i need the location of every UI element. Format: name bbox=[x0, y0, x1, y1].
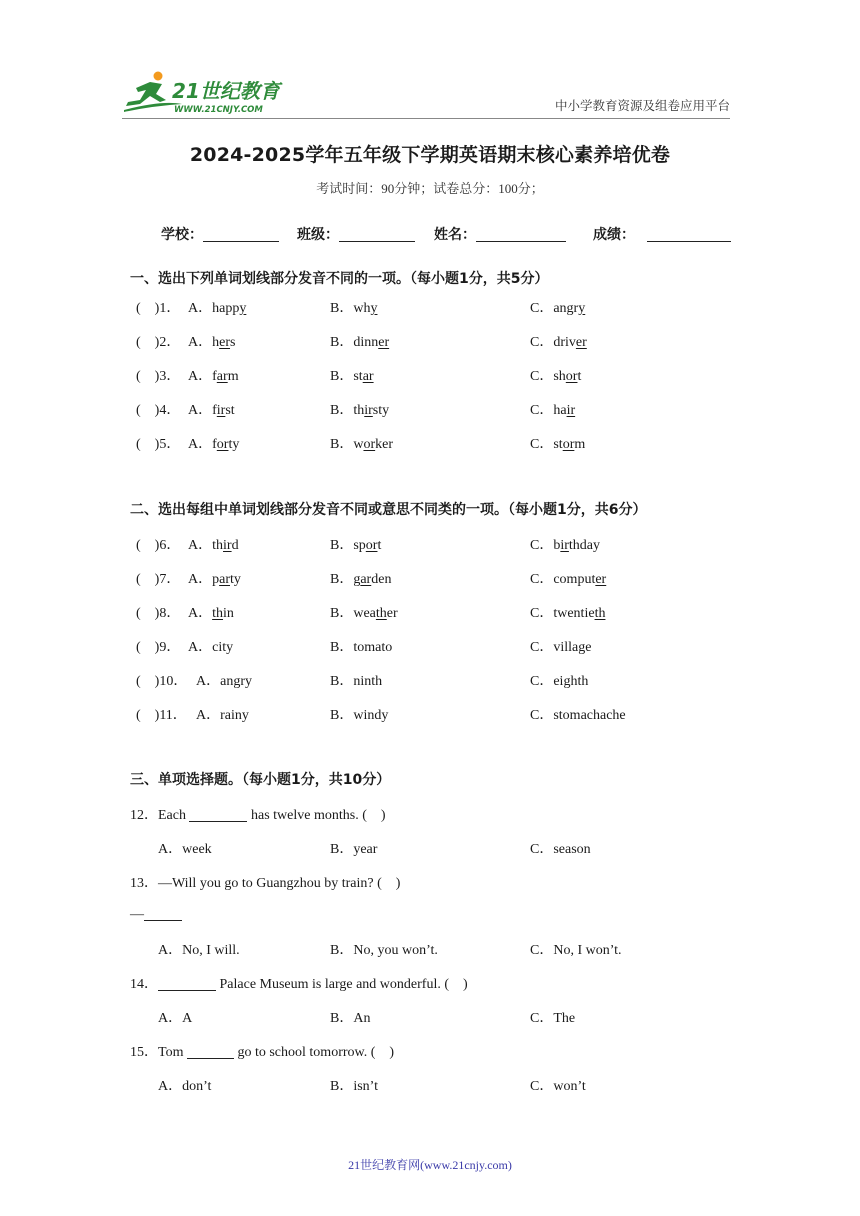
q13-option-a[interactable] bbox=[158, 939, 240, 959]
option-label: A． bbox=[188, 606, 213, 621]
option-word: weather bbox=[353, 606, 398, 621]
option-label: C． bbox=[530, 708, 554, 723]
option-label: C． bbox=[530, 943, 554, 958]
option-a[interactable] bbox=[188, 365, 239, 385]
option-c[interactable] bbox=[530, 670, 588, 690]
answer-bracket[interactable]: ( )2． bbox=[136, 335, 181, 350]
underlined-part: or bbox=[365, 538, 378, 553]
exam-subtitle: 考试时间：90分钟；试卷总分：100分； bbox=[316, 181, 544, 196]
option-label: C． bbox=[530, 1011, 554, 1026]
option-c[interactable] bbox=[530, 602, 605, 622]
option-c[interactable] bbox=[530, 636, 591, 656]
underlined-part: ar bbox=[216, 369, 228, 384]
brand-url: WWW.21CNJY.COM bbox=[174, 105, 263, 115]
footer-source: 21世纪教育网(www.21cnjy.com) bbox=[348, 1158, 512, 1172]
option-word: birthday bbox=[553, 538, 601, 553]
underlined-part: or bbox=[562, 437, 575, 452]
option-c[interactable] bbox=[530, 433, 585, 453]
option-label: B． bbox=[330, 538, 354, 553]
option-a[interactable] bbox=[188, 399, 235, 419]
underlined-part: ir bbox=[566, 403, 576, 418]
option-text: won’t bbox=[553, 1079, 586, 1094]
underlined-part: ar bbox=[219, 572, 231, 587]
option-a[interactable] bbox=[188, 568, 241, 588]
underlined-part: y bbox=[239, 301, 247, 316]
site-logo bbox=[122, 70, 297, 116]
score-blank[interactable] bbox=[647, 227, 731, 242]
q15-number: 15． bbox=[130, 1045, 158, 1060]
option-word: forty bbox=[212, 437, 240, 452]
option-label: A． bbox=[188, 301, 213, 316]
answer-bracket[interactable]: ( )1． bbox=[136, 301, 181, 316]
underlined-part: ir bbox=[216, 403, 226, 418]
q14-option-a[interactable] bbox=[158, 1007, 192, 1027]
option-label: C． bbox=[530, 842, 554, 857]
option-text: season bbox=[553, 842, 591, 857]
option-word: happy bbox=[212, 301, 247, 316]
option-word: tomato bbox=[353, 640, 393, 655]
underlined-part: ir bbox=[364, 403, 373, 418]
question-13 bbox=[130, 872, 400, 892]
option-word: sport bbox=[353, 538, 382, 553]
option-label: A． bbox=[188, 538, 213, 553]
option-label: B． bbox=[330, 1079, 354, 1094]
option-label: C． bbox=[530, 437, 554, 452]
option-b[interactable] bbox=[330, 433, 393, 453]
option-word: computer bbox=[553, 572, 607, 587]
option-text: An bbox=[353, 1011, 371, 1026]
option-word: first bbox=[212, 403, 235, 418]
option-label: A． bbox=[188, 437, 213, 452]
q13-number: 13． bbox=[130, 876, 158, 891]
option-label: C． bbox=[530, 335, 554, 350]
option-b[interactable] bbox=[330, 534, 381, 554]
option-label: A． bbox=[158, 842, 183, 857]
option-a[interactable] bbox=[188, 433, 239, 453]
q12-option-a[interactable] bbox=[158, 838, 212, 858]
q14-option-c[interactable] bbox=[530, 1007, 575, 1027]
underlined-part: er bbox=[595, 572, 607, 587]
option-word: rainy bbox=[220, 708, 249, 723]
option-label: C． bbox=[530, 369, 554, 384]
option-label: C． bbox=[530, 1079, 554, 1094]
option-label: B． bbox=[330, 674, 354, 689]
underlined-part: or bbox=[363, 437, 376, 452]
option-label: C． bbox=[530, 640, 554, 655]
option-word: thin bbox=[212, 606, 234, 621]
option-word: eighth bbox=[553, 674, 589, 689]
question-14 bbox=[130, 973, 468, 993]
q13-reply bbox=[130, 906, 182, 923]
option-label: B． bbox=[330, 606, 354, 621]
q12-option-c[interactable] bbox=[530, 838, 591, 858]
underlined-part: th bbox=[212, 606, 224, 621]
option-label: B． bbox=[330, 335, 354, 350]
section3-heading: 三、单项选择题。（每小题1分，共10分） bbox=[130, 772, 391, 788]
option-word: windy bbox=[353, 708, 389, 723]
underlined-part: y bbox=[578, 301, 586, 316]
answer-bracket[interactable]: ( )9． bbox=[136, 640, 181, 655]
underlined-part: y bbox=[370, 301, 378, 316]
option-word: stomachache bbox=[553, 708, 626, 723]
option-text: No, I won’t. bbox=[553, 943, 622, 958]
underlined-part: er bbox=[219, 335, 231, 350]
option-label: A． bbox=[158, 943, 183, 958]
score-field bbox=[593, 224, 731, 244]
option-b[interactable] bbox=[330, 670, 382, 690]
q13-blank[interactable] bbox=[144, 906, 182, 921]
option-text: year bbox=[353, 842, 378, 857]
option-c[interactable] bbox=[530, 365, 581, 385]
option-c[interactable] bbox=[530, 399, 575, 419]
option-label: C． bbox=[530, 301, 554, 316]
option-c[interactable] bbox=[530, 568, 606, 588]
q15-pre: Tom bbox=[158, 1045, 184, 1060]
option-word: twentieth bbox=[553, 606, 606, 621]
exam-title: 2024-2025学年五年级下学期英语期末核心素养培优卷 bbox=[189, 144, 671, 166]
option-word: why bbox=[353, 301, 378, 316]
underlined-part: th bbox=[594, 606, 606, 621]
option-b[interactable] bbox=[330, 399, 389, 419]
option-b[interactable] bbox=[330, 365, 374, 385]
class-blank[interactable] bbox=[339, 227, 415, 242]
question-15 bbox=[130, 1041, 394, 1061]
option-word: ninth bbox=[353, 674, 383, 689]
underlined-part: er bbox=[575, 335, 587, 350]
q15-option-b[interactable] bbox=[330, 1075, 378, 1095]
brand-name: 21世纪教育 bbox=[172, 79, 280, 103]
school-field bbox=[161, 224, 279, 244]
option-label: B． bbox=[330, 943, 354, 958]
option-word: worker bbox=[353, 437, 394, 452]
option-label: B． bbox=[330, 1011, 354, 1026]
score-label: 成绩： bbox=[593, 227, 635, 243]
option-text: The bbox=[553, 1011, 576, 1026]
option-b[interactable] bbox=[330, 568, 391, 588]
q14-number: 14． bbox=[130, 977, 158, 992]
option-b[interactable] bbox=[330, 704, 388, 724]
q12-number: 12． bbox=[130, 808, 158, 823]
option-label: B． bbox=[330, 437, 354, 452]
option-a[interactable] bbox=[188, 331, 235, 351]
underlined-part: ar bbox=[360, 572, 372, 587]
option-word: star bbox=[353, 369, 374, 384]
q15-post: go to school tomorrow. ( ) bbox=[237, 1045, 395, 1060]
q12-pre: Each bbox=[158, 808, 186, 823]
name-label: 姓名： bbox=[434, 227, 476, 243]
option-a[interactable] bbox=[188, 602, 234, 622]
underlined-part: er bbox=[378, 335, 390, 350]
option-word: party bbox=[212, 572, 241, 587]
answer-bracket[interactable]: ( )6． bbox=[136, 538, 181, 553]
option-label: B． bbox=[330, 369, 354, 384]
option-c[interactable] bbox=[530, 704, 626, 724]
option-text: isn’t bbox=[353, 1079, 378, 1094]
option-a[interactable] bbox=[196, 704, 249, 724]
option-word: village bbox=[553, 640, 592, 655]
option-label: C． bbox=[530, 606, 554, 621]
option-label: A． bbox=[158, 1011, 183, 1026]
option-word: garden bbox=[353, 572, 392, 587]
option-label: B． bbox=[330, 842, 354, 857]
option-word: third bbox=[212, 538, 239, 553]
name-field bbox=[434, 224, 566, 244]
q13-option-c[interactable] bbox=[530, 939, 622, 959]
option-label: B． bbox=[330, 708, 354, 723]
option-word: dinner bbox=[353, 335, 390, 350]
option-label: B． bbox=[330, 403, 354, 418]
option-text: No, you won’t. bbox=[353, 943, 438, 958]
option-b[interactable] bbox=[330, 636, 392, 656]
q12-option-b[interactable] bbox=[330, 838, 377, 858]
option-b[interactable] bbox=[330, 297, 377, 317]
option-word: hers bbox=[212, 335, 236, 350]
header-divider bbox=[122, 118, 730, 119]
option-label: C． bbox=[530, 538, 554, 553]
section2-heading: 二、选出每组中单词划线部分发音不同或意思不同类的一项。（每小题1分，共6分） bbox=[130, 502, 647, 518]
option-a[interactable] bbox=[188, 297, 246, 317]
q12-blank[interactable] bbox=[189, 807, 247, 822]
option-a[interactable] bbox=[196, 670, 252, 690]
option-text: week bbox=[182, 842, 212, 857]
option-word: farm bbox=[212, 369, 239, 384]
class-field bbox=[297, 224, 415, 244]
option-c[interactable] bbox=[530, 331, 587, 351]
option-label: C． bbox=[530, 674, 554, 689]
option-text: No, I will. bbox=[182, 943, 240, 958]
option-label: B． bbox=[330, 301, 354, 316]
q15-blank[interactable] bbox=[187, 1044, 234, 1059]
answer-bracket[interactable]: ( )7． bbox=[136, 572, 181, 587]
section1-heading: 一、选出下列单词划线部分发音不同的一项。（每小题1分，共5分） bbox=[130, 271, 549, 287]
answer-bracket[interactable]: ( )5． bbox=[136, 437, 181, 452]
option-label: A． bbox=[158, 1079, 183, 1094]
option-label: A． bbox=[188, 572, 213, 587]
answer-bracket[interactable]: ( )3． bbox=[136, 369, 181, 384]
option-c[interactable] bbox=[530, 534, 600, 554]
option-label: A． bbox=[188, 369, 213, 384]
answer-bracket[interactable]: ( )11． bbox=[136, 708, 187, 723]
option-text: A bbox=[182, 1011, 193, 1026]
answer-bracket[interactable]: ( )8． bbox=[136, 606, 181, 621]
underlined-part: or bbox=[565, 369, 578, 384]
option-word: hair bbox=[553, 403, 576, 418]
option-b[interactable] bbox=[330, 331, 389, 351]
option-label: A． bbox=[188, 335, 213, 350]
q12-post: has twelve months. ( ) bbox=[250, 808, 386, 823]
class-label: 班级： bbox=[297, 227, 339, 243]
option-a[interactable] bbox=[188, 636, 233, 656]
option-label: A． bbox=[188, 640, 213, 655]
q13-dash: — bbox=[130, 907, 144, 922]
q15-option-a[interactable] bbox=[158, 1075, 211, 1095]
header-platform-text: 中小学教育资源及组卷应用平台 bbox=[554, 99, 730, 113]
answer-bracket[interactable]: ( )4． bbox=[136, 403, 181, 418]
option-label: A． bbox=[196, 708, 221, 723]
option-word: angry bbox=[220, 674, 253, 689]
underlined-part: ar bbox=[362, 369, 374, 384]
option-word: thirsty bbox=[353, 403, 390, 418]
underlined-part: ir bbox=[560, 538, 569, 553]
q14-blank[interactable] bbox=[158, 976, 216, 991]
underlined-part: ir bbox=[223, 538, 232, 553]
question-12 bbox=[130, 804, 386, 824]
option-c[interactable] bbox=[530, 297, 585, 317]
q15-option-c[interactable] bbox=[530, 1075, 586, 1095]
name-blank[interactable] bbox=[476, 227, 566, 242]
option-a[interactable] bbox=[188, 534, 239, 554]
q14-post: Palace Museum is large and wonderful. ( ) bbox=[219, 977, 468, 992]
school-label: 学校： bbox=[161, 227, 203, 243]
option-word: driver bbox=[553, 335, 587, 350]
option-word: angry bbox=[553, 301, 586, 316]
option-label: C． bbox=[530, 403, 554, 418]
option-word: city bbox=[212, 640, 234, 655]
option-label: B． bbox=[330, 640, 354, 655]
underlined-part: th bbox=[375, 606, 387, 621]
school-blank[interactable] bbox=[203, 227, 279, 242]
option-text: don’t bbox=[182, 1079, 212, 1094]
option-word: storm bbox=[553, 437, 586, 452]
option-label: B． bbox=[330, 572, 354, 587]
q13-text: —Will you go to Guangzhou by train? ( ) bbox=[158, 876, 401, 891]
option-label: A． bbox=[196, 674, 221, 689]
answer-bracket[interactable]: ( )10． bbox=[136, 674, 188, 689]
underlined-part: or bbox=[216, 437, 229, 452]
option-label: C． bbox=[530, 572, 554, 587]
q14-option-b[interactable] bbox=[330, 1007, 370, 1027]
option-label: A． bbox=[188, 403, 213, 418]
option-b[interactable] bbox=[330, 602, 398, 622]
q13-option-b[interactable] bbox=[330, 939, 438, 959]
option-word: short bbox=[553, 369, 582, 384]
